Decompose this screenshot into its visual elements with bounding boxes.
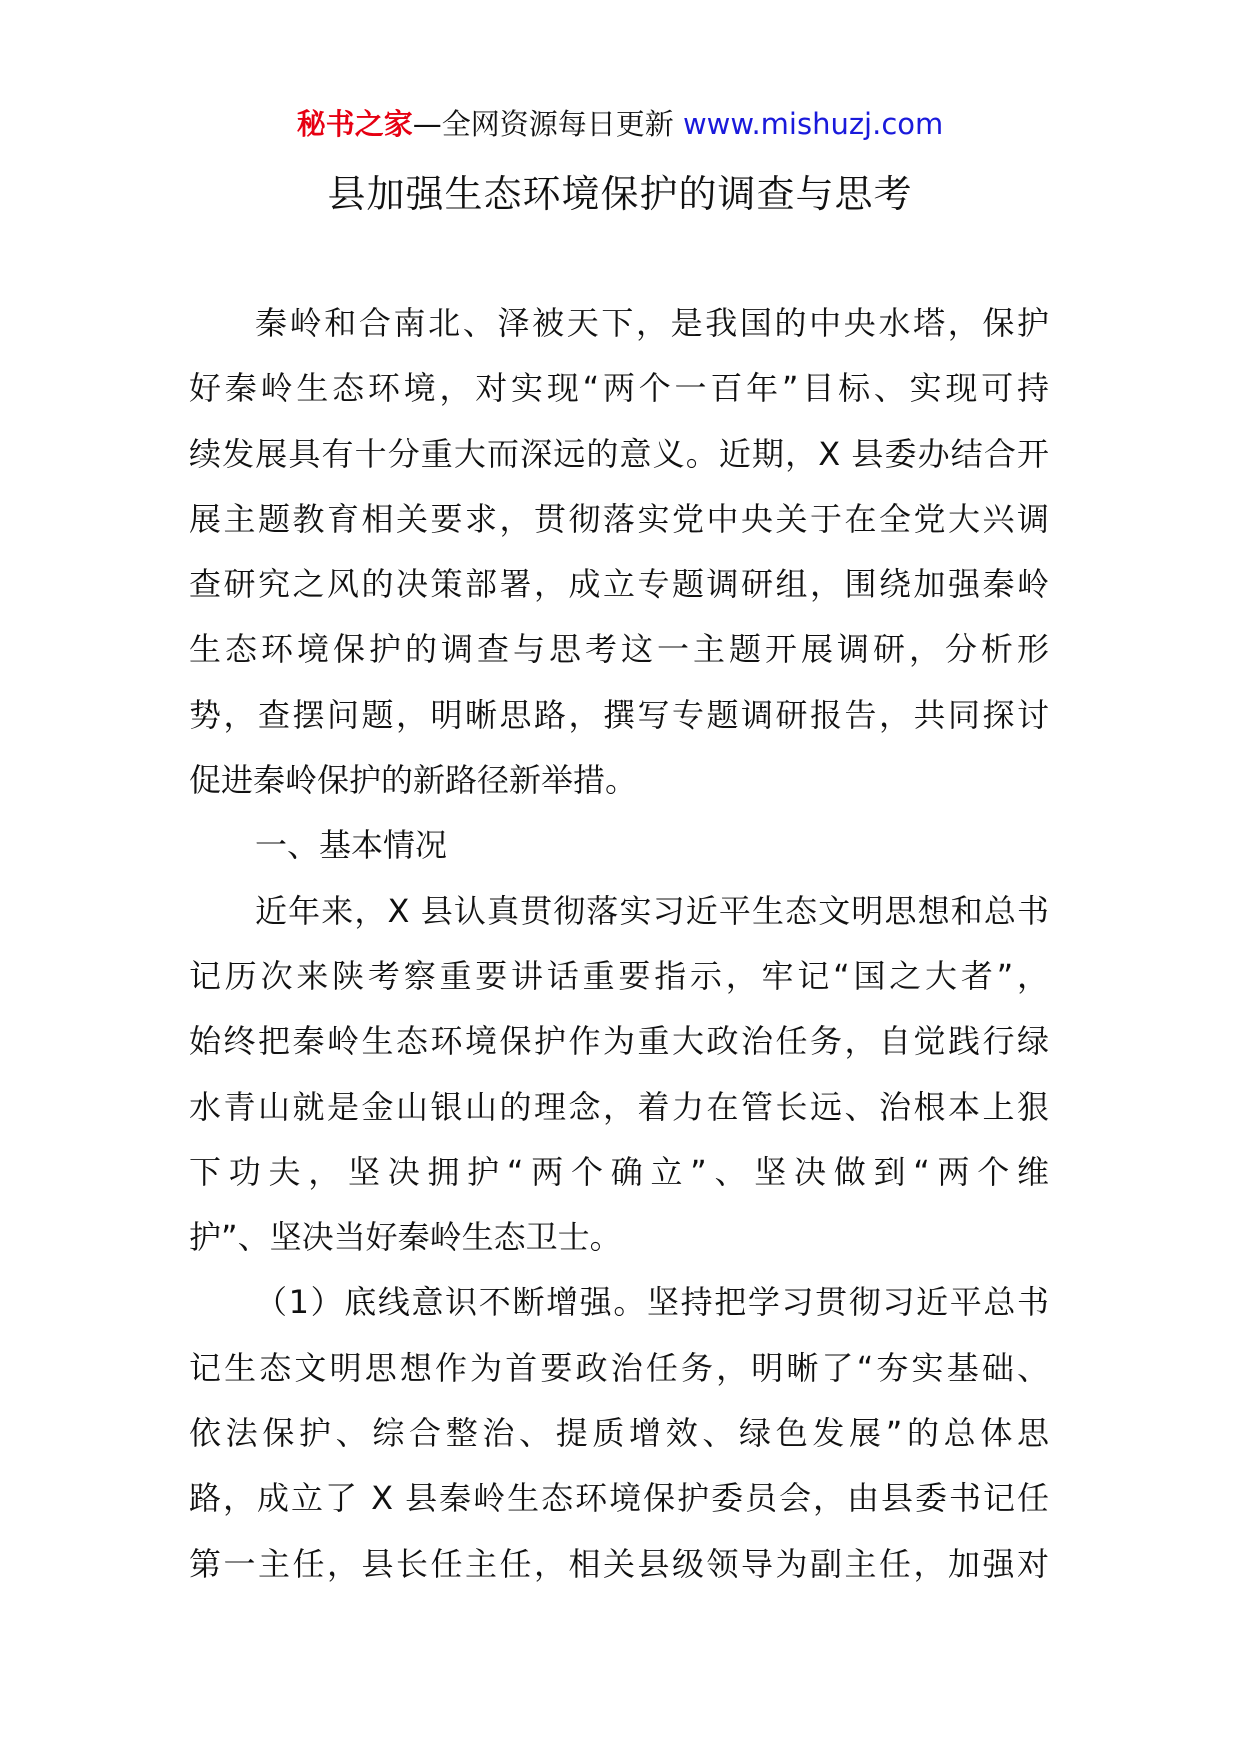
- body-line: 记生态文明思想作为首要政治任务，明晰了“夯实基础、: [189, 1348, 1049, 1387]
- brand-name: 秘书之家: [296, 107, 413, 141]
- body-line: 好秦岭生态环境，对实现“两个一百年”目标、实现可持: [189, 369, 1049, 408]
- body-line: 促进秦岭保护的新路径新举措。: [189, 761, 638, 800]
- watermark-header: [0, 100, 1240, 148]
- body-line: 势，查摆问题，明晰思路，撰写专题调研报告，共同探讨: [189, 695, 1049, 734]
- body-line: 护”、坚决当好秦岭生态卫士。: [189, 1218, 622, 1257]
- body-line: 第一主任，县长任主任，相关县级领导为副主任，加强对: [189, 1544, 1049, 1583]
- body-line: 记历次来陕考察重要讲话重要指示，牢记“国之大者”，: [189, 956, 1049, 995]
- body-line: 路，成立了 X 县秦岭生态环境保护委员会，由县委书记任: [189, 1479, 1049, 1518]
- document-title: 县加强生态环境保护的调查与思考: [327, 172, 913, 216]
- body-line: 秦岭和合南北、泽被天下，是我国的中央水塔，保护: [255, 304, 1049, 342]
- body-line: 展主题教育相关要求，贯彻落实党中央关于在全党大兴调: [189, 499, 1049, 538]
- body-line: 始终把秦岭生态环境保护作为重大政治任务，自觉践行绿: [189, 1022, 1049, 1061]
- section-heading: 一、基本情况: [255, 826, 448, 865]
- document-body: [189, 291, 1049, 1597]
- body-line: 下功夫，坚决拥护“两个确立”、坚决做到“两个维: [189, 1152, 1049, 1191]
- body-line: 水青山就是金山银山的理念，着力在管长远、治根本上狠: [189, 1087, 1049, 1126]
- site-url-link[interactable]: www.mishuzj.com: [682, 107, 944, 141]
- body-line: 依法保护、综合整治、提质增效、绿色发展”的总体思: [189, 1414, 1049, 1453]
- header-slogan: —全网资源每日更新: [412, 107, 683, 141]
- body-line: （1）底线意识不断增强。坚持把学习贯彻习近平总书: [255, 1283, 1049, 1322]
- body-line: 生态环境保护的调查与思考这一主题开展调研，分析形: [189, 630, 1049, 669]
- body-line: 查研究之风的决策部署，成立专题调研组，围绕加强秦岭: [189, 565, 1049, 604]
- body-line: 近年来，X 县认真贯彻落实习近平生态文明思想和总书: [255, 891, 1049, 930]
- body-line: 续发展具有十分重大而深远的意义。近期，X 县委办结合开: [189, 434, 1049, 473]
